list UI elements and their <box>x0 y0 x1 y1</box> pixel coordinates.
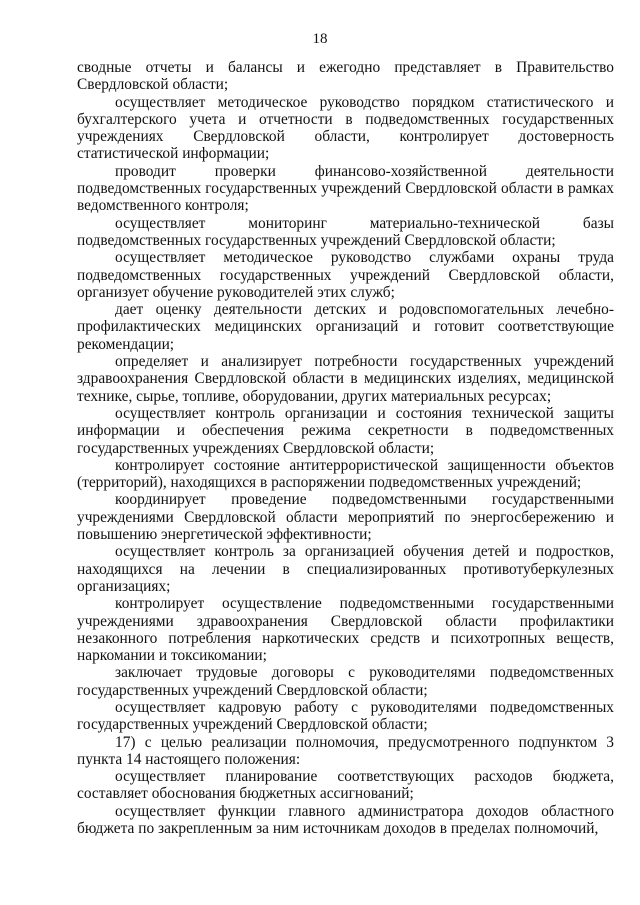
paragraph: осуществляет функции главного администратора доходов областного бюджета по закрепленным за ним источникам доходов в пределах полномочий, <box>77 802 614 838</box>
paragraph: осуществляет методическое руководство порядком статистического и бухгалтерского учета и отчетности в подведомственных государственных учреждениях Свердловской области, контролирует достоверность статистической информации; <box>77 93 614 163</box>
document-body <box>77 59 614 837</box>
paragraph: контролирует осуществление подведомственными государственными учреждениями здравоохранения Свердловской области профилактики незаконного потребления наркотических средств и психотропных веществ, наркомании и токсикомании; <box>77 595 614 665</box>
paragraph: осуществляет кадровую работу с руководителями подведомственных государственных учреждений Свердловской области; <box>77 698 614 734</box>
paragraph: осуществляет контроль организации и состояния технической защиты информации и обеспечения режима секретности в подведомственных государственных учреждениях Свердловской области; <box>77 404 614 457</box>
paragraph: заключает трудовые договоры с руководителями подведомственных государственных учреждений Свердловской области; <box>77 664 614 699</box>
paragraph: 17) с целью реализации полномочия, предусмотренного подпунктом 3 пункта 14 настоящего положения: <box>77 733 614 768</box>
paragraph: осуществляет контроль за организацией обучения детей и подростков, находящихся на лечении в специализированных противотуберкулезных организациях; <box>77 543 614 595</box>
paragraph: контролирует состояние антитеррористической защищенности объектов (территорий), находящихся в распоряжении подведомственных учреждений; <box>77 456 614 492</box>
paragraph: сводные отчеты и балансы и ежегодно представляет в Правительство Свердловской области; <box>77 59 614 94</box>
paragraph: дает оценку деятельности детских и родовспомогательных лечебно-профилактических медицинских организаций и готовит соответствующие рекомендации; <box>77 301 614 353</box>
paragraph: проводит проверки финансово-хозяйственной деятельности подведомственных государственных учреждений Свердловской области в рамках ведомственного контроля; <box>77 162 614 215</box>
paragraph: определяет и анализирует потребности государственных учреждений здравоохранения Свердловской области в медицинских изделиях, медицинской технике, сырье, топливе, оборудовании, других материальных ресурсах; <box>77 353 614 405</box>
page-number: 18 <box>312 31 328 47</box>
paragraph: координирует проведение подведомственными государственными учреждениями Свердловской области мероприятий по энергосбережению и повышению энергетической эффективности; <box>77 491 614 544</box>
paragraph: осуществляет методическое руководство службами охраны труда подведомственных государственных учреждений Свердловской области, организует обучение руководителей этих служб; <box>77 249 614 301</box>
paragraph: осуществляет планирование соответствующих расходов бюджета, составляет обоснования бюджетных ассигнований; <box>77 768 614 803</box>
paragraph: осуществляет мониторинг материально-технической базы подведомственных государственных учреждений Свердловской области; <box>77 214 614 249</box>
